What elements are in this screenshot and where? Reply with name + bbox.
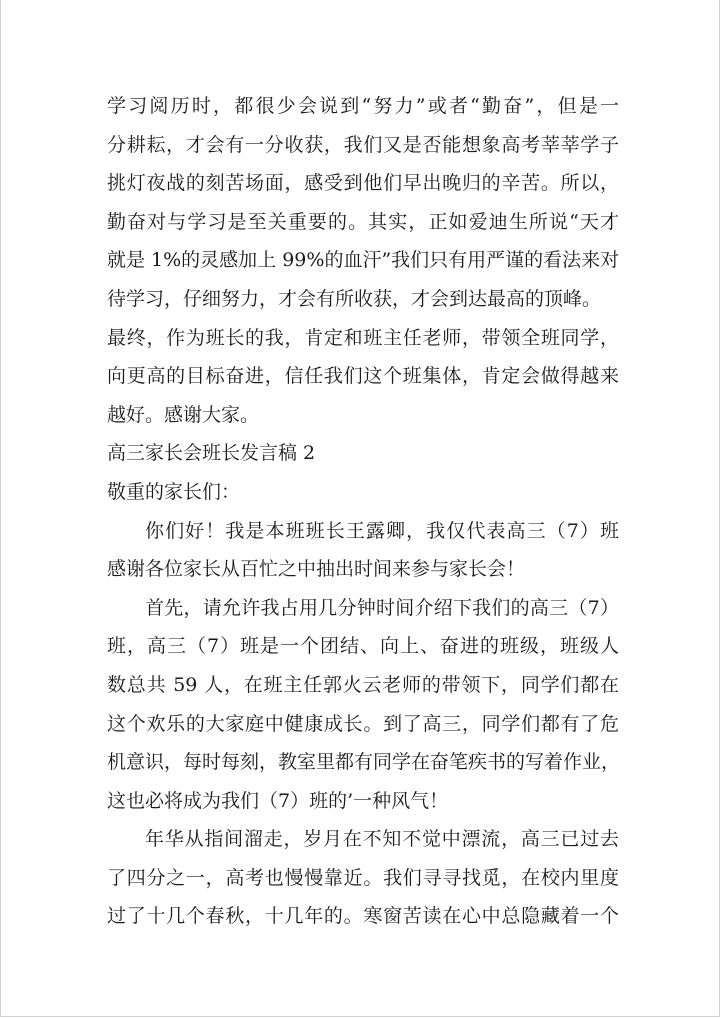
text-line: 分耕耘，才会有一分收获，我们又是否能想象高考莘莘学子 [107,133,619,156]
text-line: 就是 1%的灵感加上 99%的血汗”我们只有用严谨的看法来对 [107,249,620,272]
document-body [107,87,619,936]
section-title: 高三家长会班长发言稿 2 [107,442,316,465]
text-line: 勤奋对与学习是至关重要的。其实，正如爱迪生所说“天才 [107,210,619,233]
salutation: 敬重的家长们： [107,480,241,503]
text-line: 这个欢乐的大家庭中健康成长。到了高三，同学们都有了危 [107,712,619,735]
text-line: 数总共 59 人，在班主任郭火云老师的带领下，同学们都在 [107,673,619,696]
text-line: 待学习，仔细努力，才会有所收获，才会到达最高的顶峰。 [107,287,602,310]
text-line: 最终，作为班长的我，肯定和班主任老师，带领全班同学， [107,326,619,349]
text-line: 越好。感谢大家。 [107,403,260,426]
text-line: 过了十几个春秋，十几年的。寒窗苦读在心中总隐藏着一个 [107,905,619,928]
text-line: 首先，请允许我占用几分钟时间介绍下我们的高三（7） [145,596,619,619]
text-line: 你们好！我是本班班长王露卿，我仅代表高三（7）班 [145,519,619,542]
text-line: 这也必将成为我们（7）班的’一种风气！ [107,789,449,812]
text-line: 挑灯夜战的刻苦场面，感受到他们早出晚归的辛苦。所以， [107,172,619,195]
text-line: 感谢各位家长从百忙之中抽出时间来参与家长会！ [107,558,526,581]
text-line: 机意识，每时每刻，教室里都有同学在奋笔疾书的写着作业， [107,751,621,774]
text-line: 了四分之一，高考也慢慢靠近。我们寻寻找觅，在校内里度 [107,866,619,889]
text-line: 学习阅历时，都很少会说到“努力”或者“勤奋”，但是一 [107,95,619,117]
text-line: 班，高三（7）班是一个团结、向上、奋进的班级，班级人 [107,635,619,658]
text-line: 向更高的目标奋进，信任我们这个班集体，肯定会做得越来 [107,365,619,388]
text-line: 年华从指间溜走，岁月在不知不觉中漂流，高三已过去 [145,828,619,851]
